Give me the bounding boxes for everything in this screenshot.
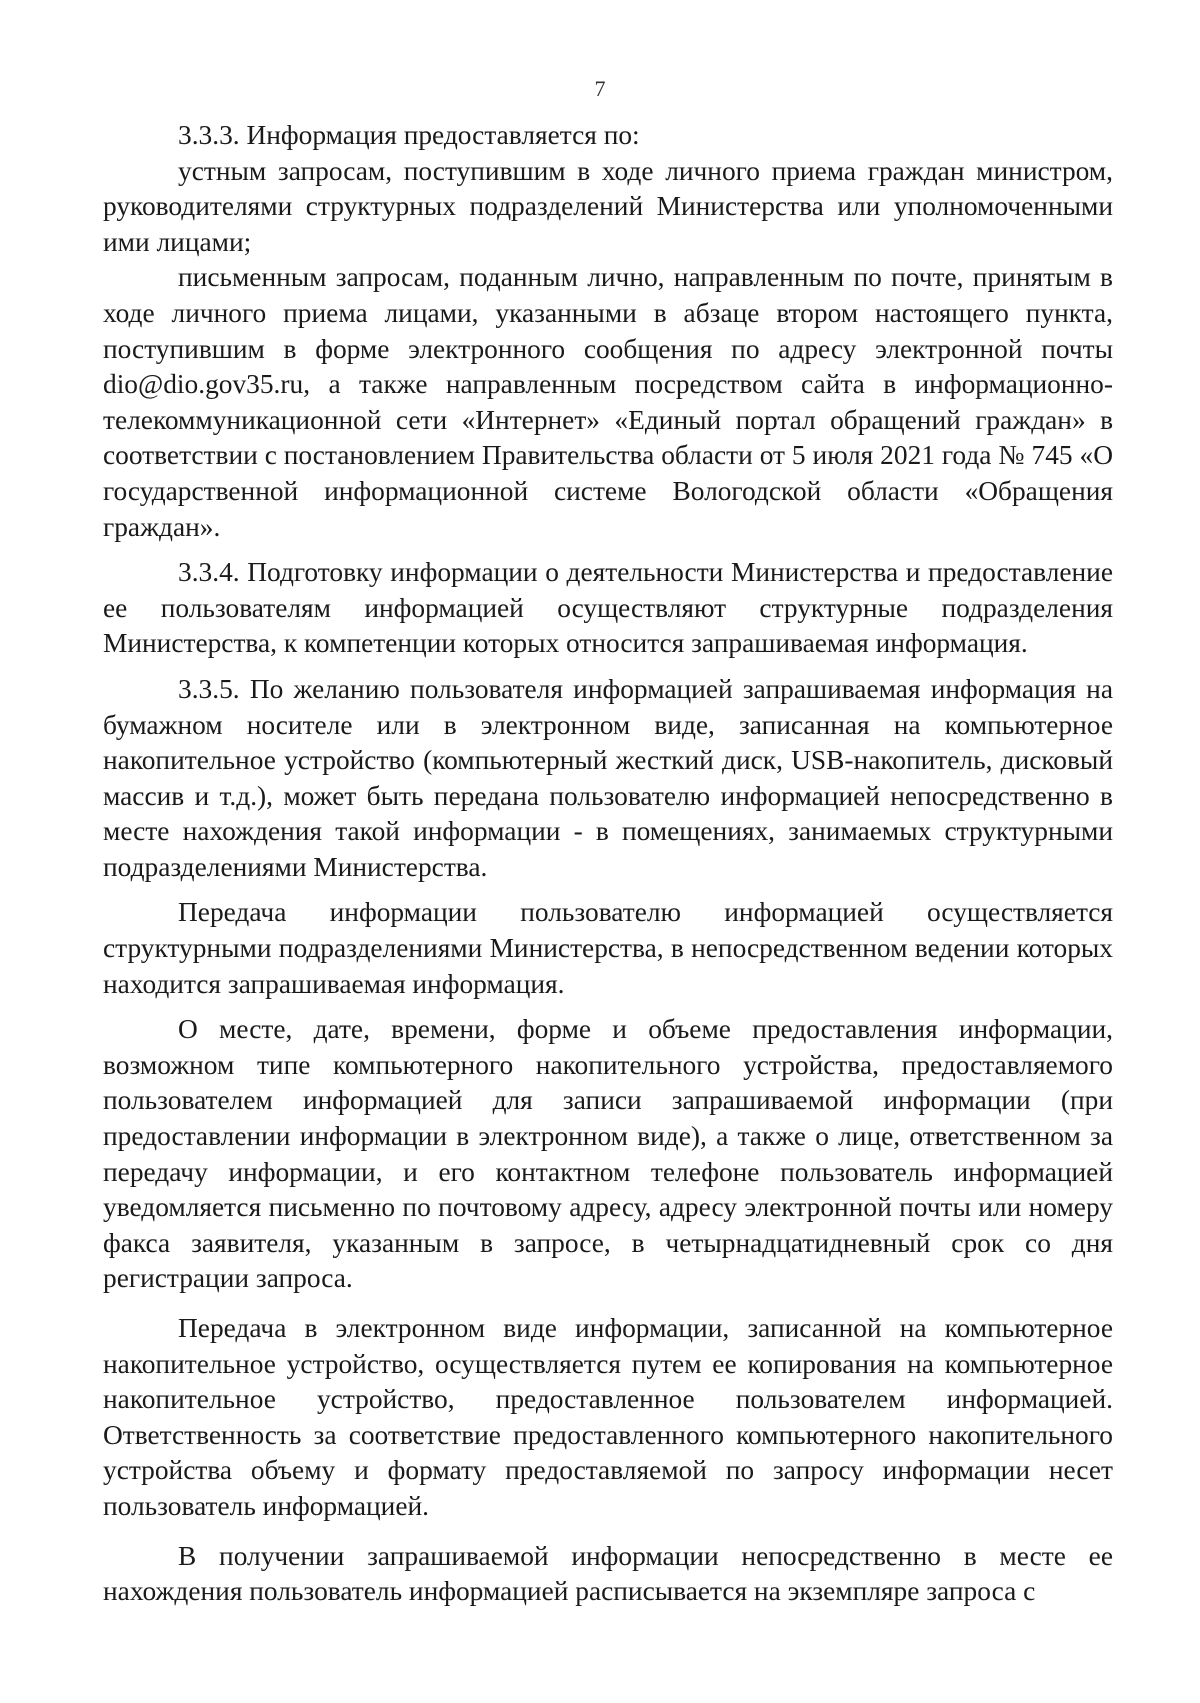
paragraph-3-3-5: 3.3.5. По желанию пользователя информацией запрашиваемая информация на бумажном носителе или в электронном виде, записанная на компьютерное накопительное устройство (компьютерный жесткий диск, USB-накопитель, дисковый массив и т.д.), может быть передана пользователю информацией непосредственно в месте нахождения такой информации - в помещениях, занимаемых структурными подразделениями Министерства. [103, 673, 1113, 882]
page-number: 7 [594, 76, 606, 101]
paragraph-written-requests: письменным запросам, поданным лично, направленным по почте, принятым в ходе личного приема лицами, указанными в абзаце втором настоящего пункта, поступившим в форме электронного сообщения по адресу электронной почты dio@dio.gov35.ru, а также направленным посредством сайта в информационно-телекоммуникационной сети «Интернет» «Единый портал обращений граждан» в соответствии с постановлением Правительства области от 5 июля 2021 года № 745 «О государственной информационной системе Вологодской области «Обращения граждан». [103, 262, 1113, 542]
paragraph-electronic-transfer: Передача в электронном виде информации, записанной на компьютерное накопительное устройство, осуществляется путем ее копирования на компьютерное накопительное устройство, предоставленное пользователем информацией. Ответственность за соответствие предоставленного компьютерного накопительного устройства объему и формату предоставляемой по запросу информации несет пользователь информацией. [103, 1313, 1113, 1521]
paragraph-3-3-3: 3.3.3. Информация предоставляется по: [178, 120, 640, 150]
paragraph-transfer: Передача информации пользователю информацией осуществляется структурными подразделениями Министерства, в непосредственном ведении которых находится запрашиваемая информация. [103, 897, 1113, 999]
paragraph-oral-requests: устным запросам, поступившим в ходе личного приема граждан министром, руководителями структурных подразделений Министерства или уполномоченными ими лицами; [103, 155, 1113, 257]
paragraph-notification: О месте, дате, времени, форме и объеме предоставления информации, возможном типе компьютерного накопительного устройства, предоставляемого пользователем информацией для записи запрашиваемой информации (при предоставлении информации в электронном виде), а также о лице, ответственном за передачу информации, и его контактном телефоне пользователь информацией уведомляется письменно по почтовому адресу, адресу электронной почты или номеру факса заявителя, указанным в запросе, в четырнадцатидневный срок со дня регистрации запроса. [103, 1014, 1113, 1294]
paragraph-receipt: В получении запрашиваемой информации непосредственно в месте ее нахождения пользователь информацией расписывается на экземпляре запроса с [103, 1540, 1113, 1607]
document-body [103, 118, 1113, 1610]
paragraph-3-3-4: 3.3.4. Подготовку информации о деятельности Министерства и предоставление ее пользователям информацией осуществляют структурные подразделения Министерства, к компетенции которых относится запрашиваемая информация. [103, 557, 1113, 659]
